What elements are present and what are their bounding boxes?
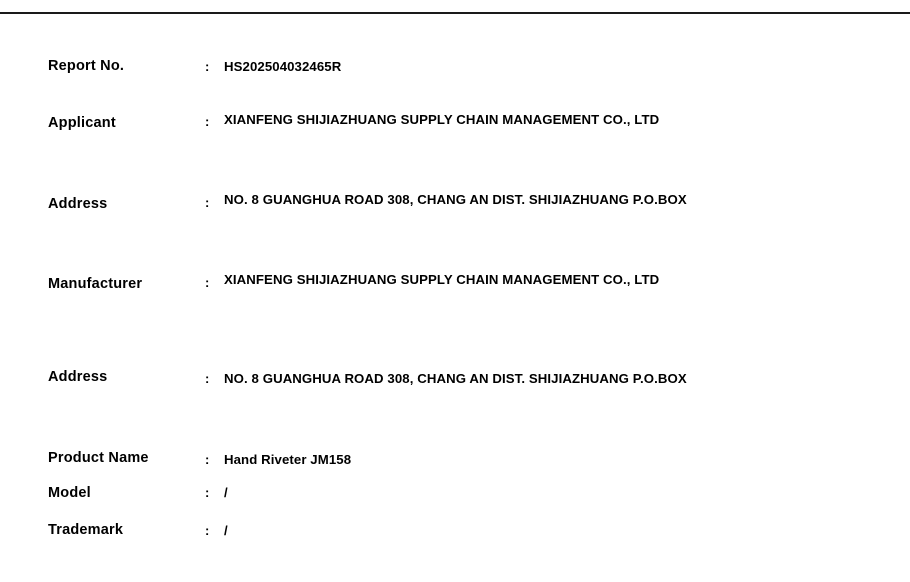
field-value-manufacturer-address: NO. 8 GUANGHUA ROAD 308, CHANG AN DIST. SHIJIAZHUANG P.O.BOX: [224, 371, 687, 386]
field-value-report-no: HS202504032465R: [224, 59, 342, 74]
field-separator: :: [205, 195, 210, 210]
field-label-applicant-address: Address: [48, 196, 108, 212]
field-separator: :: [205, 485, 210, 500]
field-separator: :: [205, 114, 210, 129]
field-value-applicant: XIANFENG SHIJIAZHUANG SUPPLY CHAIN MANAGEMENT CO., LTD: [224, 112, 660, 127]
field-label-model: Model: [48, 485, 91, 501]
header-divider: [0, 12, 910, 14]
field-value-manufacturer: XIANFENG SHIJIAZHUANG SUPPLY CHAIN MANAGEMENT CO., LTD: [224, 272, 660, 287]
field-label-manufacturer-address: Address: [48, 369, 108, 385]
field-separator: :: [205, 371, 210, 386]
field-label-report-no: Report No.: [48, 58, 125, 74]
field-label-product-name: Product Name: [48, 450, 149, 466]
field-value-trademark: /: [224, 523, 228, 538]
field-value-product-name: Hand Riveter JM158: [224, 452, 352, 467]
field-label-trademark: Trademark: [48, 522, 124, 538]
field-separator: :: [205, 275, 210, 290]
field-value-applicant-address: NO. 8 GUANGHUA ROAD 308, CHANG AN DIST. SHIJIAZHUANG P.O.BOX: [224, 192, 687, 207]
field-separator: :: [205, 523, 210, 538]
field-label-manufacturer: Manufacturer: [48, 276, 143, 292]
field-value-model: /: [224, 485, 228, 500]
field-separator: :: [205, 59, 210, 74]
field-separator: :: [205, 452, 210, 467]
field-label-applicant: Applicant: [48, 115, 116, 131]
